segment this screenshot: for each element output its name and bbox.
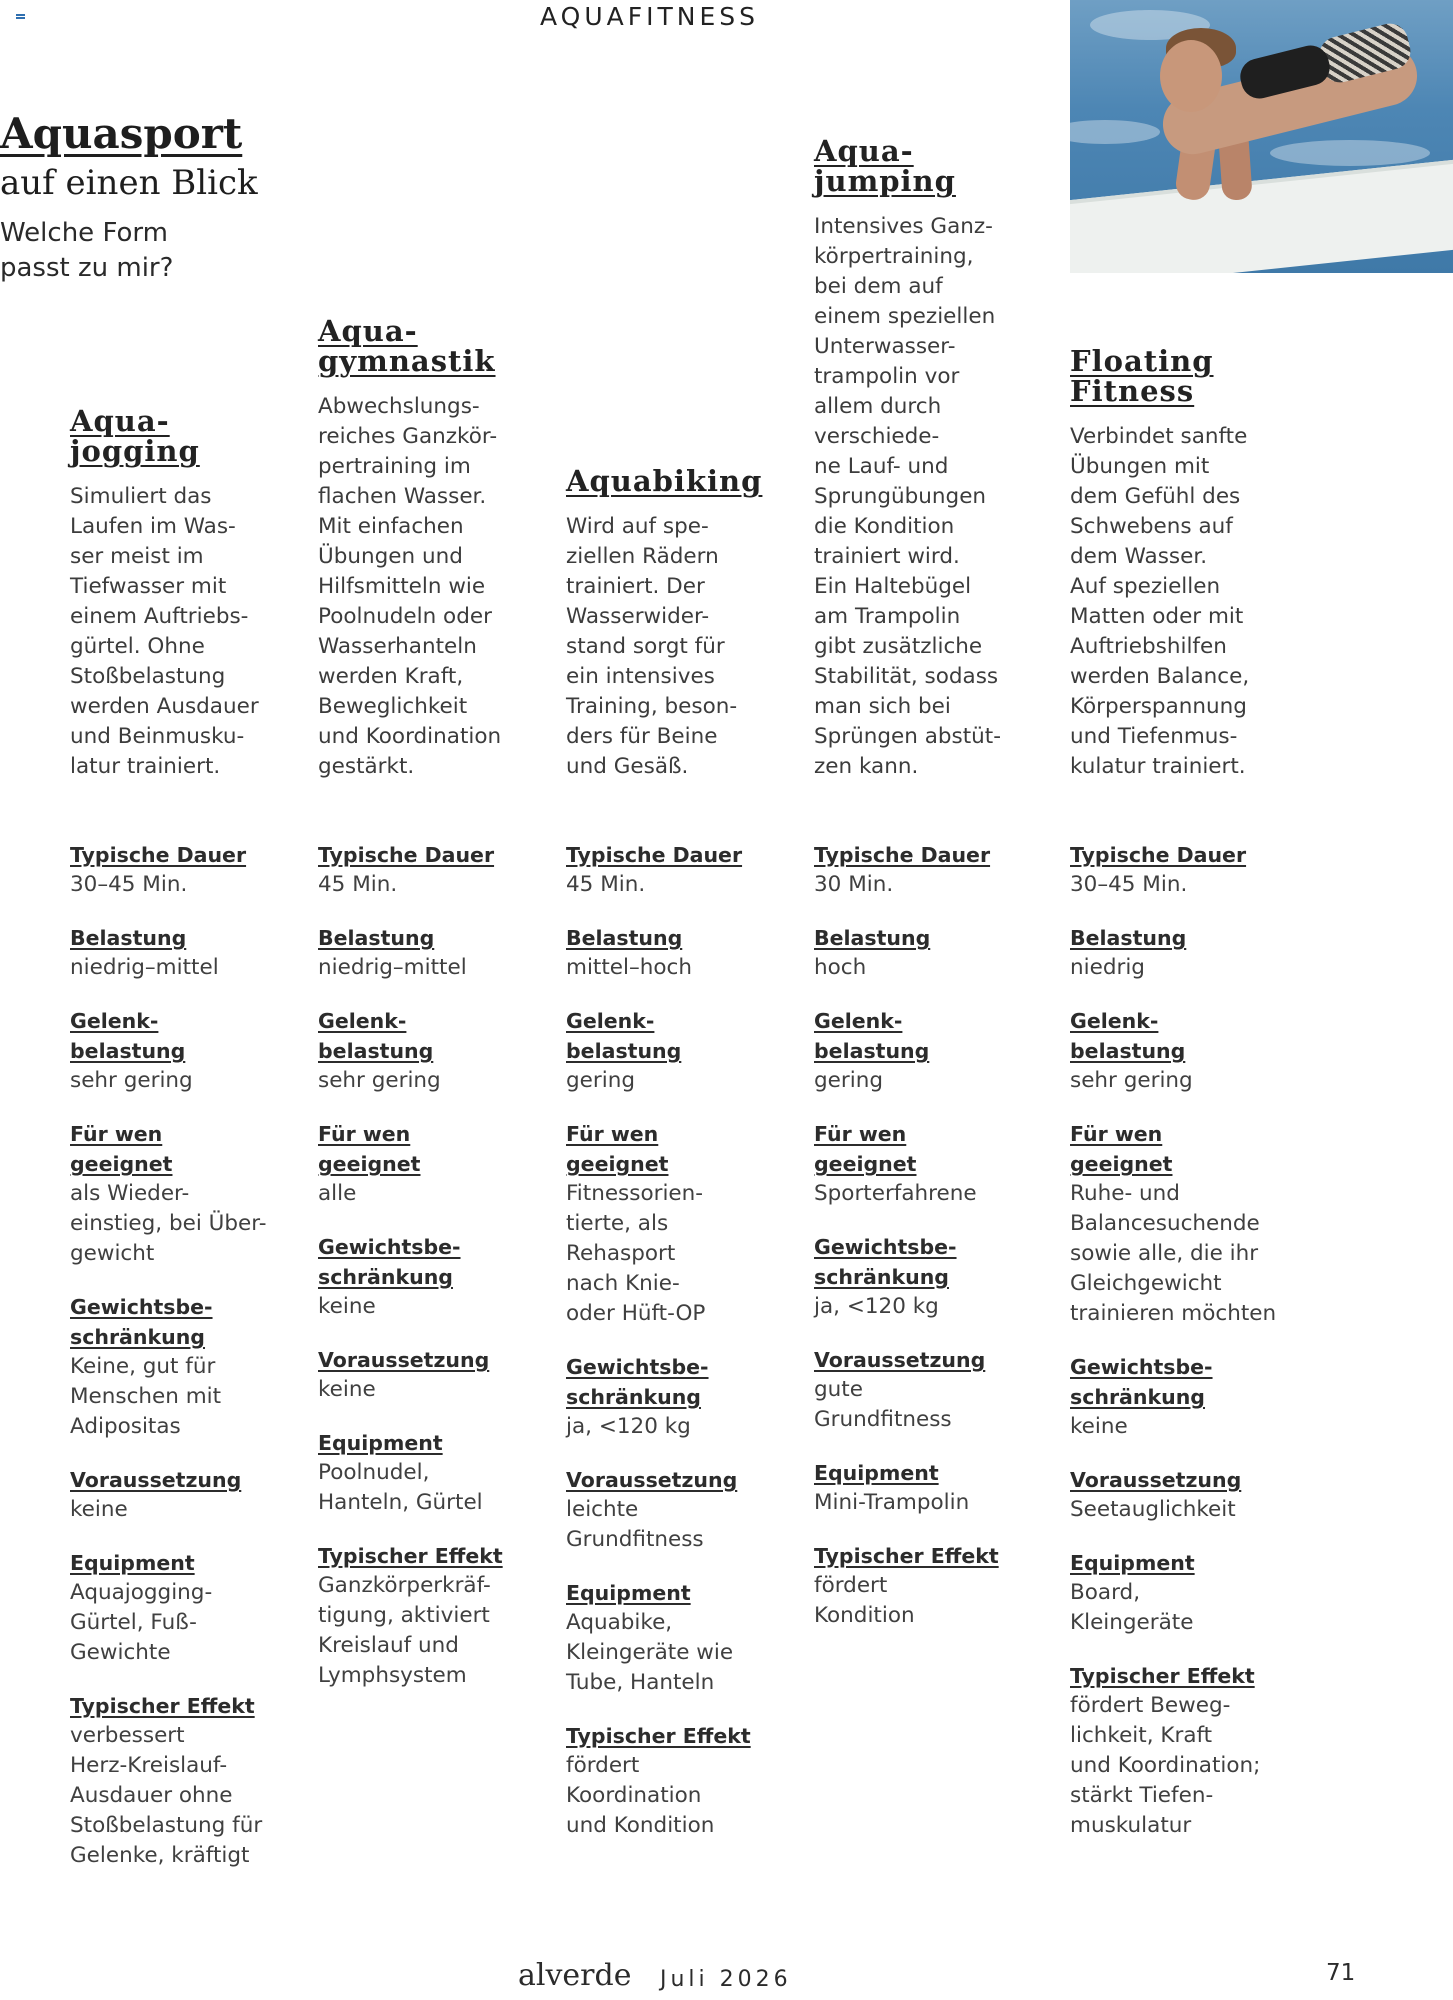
fact-item xyxy=(566,923,786,983)
fact-item xyxy=(318,923,538,983)
fact-label: Typischer Effekt xyxy=(1070,1664,1255,1688)
fact-label: Belastung xyxy=(1070,926,1187,950)
fact-label: Typische Dauer xyxy=(566,843,743,867)
column-aquajumping xyxy=(814,136,1034,782)
fact-item xyxy=(318,1428,538,1518)
fact-item xyxy=(814,923,1034,983)
fact-label: Typischer Effekt xyxy=(566,1724,751,1748)
fact-item xyxy=(814,840,1034,900)
fact-value: Sporterfahrene xyxy=(814,1181,977,1206)
fact-label: Für wen geeignet xyxy=(318,1122,421,1176)
fact-item xyxy=(814,1006,1034,1096)
page-number: 71 xyxy=(1326,1960,1356,1986)
fact-label: Typischer Effekt xyxy=(318,1544,503,1568)
facts-aquajogging xyxy=(70,840,290,1894)
fact-label: Gelenk- belastung xyxy=(566,1009,682,1063)
fact-value: 45 Min. xyxy=(566,872,646,897)
fact-label: Gewichtsbe- schränkung xyxy=(70,1295,213,1349)
fact-label: Equipment xyxy=(1070,1551,1195,1575)
fact-item xyxy=(1070,923,1290,983)
fact-value: Ganzkörperkräf- tigung, aktiviert Kreislauf und Lymphsystem xyxy=(318,1573,491,1688)
fact-label: Für wen geeignet xyxy=(1070,1122,1173,1176)
facts-aquajumping xyxy=(814,840,1034,1654)
fact-item xyxy=(1070,840,1290,900)
fact-value: gute Grundfitness xyxy=(814,1377,952,1432)
fact-value: niedrig–mittel xyxy=(318,955,467,980)
fact-item xyxy=(318,1006,538,1096)
menu-icon[interactable] xyxy=(16,14,25,22)
fact-item xyxy=(318,1541,538,1691)
fact-value: gering xyxy=(566,1068,635,1093)
column-title: Floating Fitness xyxy=(1070,344,1214,408)
fact-item xyxy=(566,1721,786,1841)
fact-item xyxy=(1070,1352,1290,1442)
fact-value: niedrig xyxy=(1070,955,1145,980)
floating-fitness-photo xyxy=(1070,0,1453,273)
column-description: Intensives Ganz- körpertraining, bei dem auf einem speziellen Unterwasser- trampolin vor allem durch verschiede- ne Lauf- und Sprungübungen die Kondition trainiert wird. Ein Haltebügel am Trampolin gibt zusätzliche Stabilität, sodass man sich bei Sprüngen abstüt- zen kann. xyxy=(814,214,1001,779)
fact-label: Gelenk- belastung xyxy=(1070,1009,1186,1063)
fact-item xyxy=(70,923,290,983)
fact-value: leichte Grundfitness xyxy=(566,1497,704,1552)
column-title: Aqua- gymnastik xyxy=(318,314,496,378)
fact-item xyxy=(1070,1006,1290,1096)
fact-item xyxy=(814,1458,1034,1518)
fact-item xyxy=(318,1345,538,1405)
fact-value: niedrig–mittel xyxy=(70,955,219,980)
fact-label: Voraussetzung xyxy=(70,1468,242,1492)
fact-label: Typische Dauer xyxy=(814,843,991,867)
fact-label: Voraussetzung xyxy=(566,1468,738,1492)
fact-item xyxy=(70,1548,290,1668)
fact-value: verbessert Herz-Kreislauf- Ausdauer ohne Stoßbelastung für Gelenke, kräftigt xyxy=(70,1723,263,1868)
fact-value: keine xyxy=(318,1377,376,1402)
fact-label: Voraussetzung xyxy=(814,1348,986,1372)
fact-label: Gelenk- belastung xyxy=(70,1009,186,1063)
fact-label: Equipment xyxy=(814,1461,939,1485)
fact-value: Board, Kleingeräte xyxy=(1070,1580,1194,1635)
fact-label: Typische Dauer xyxy=(70,843,247,867)
facts-floating-fitness xyxy=(1070,840,1290,1864)
fact-label: Gewichtsbe- schränkung xyxy=(318,1235,461,1289)
headline-question: Welche Form passt zu mir? xyxy=(0,218,174,283)
fact-item xyxy=(814,1119,1034,1209)
fact-label: Typische Dauer xyxy=(1070,843,1247,867)
fact-value: sehr gering xyxy=(1070,1068,1193,1093)
column-title: Aqua- jumping xyxy=(814,134,956,198)
fact-label: Voraussetzung xyxy=(1070,1468,1242,1492)
column-description: Verbindet sanfte Übungen mit dem Gefühl des Schwebens auf dem Wasser. Auf speziellen Matten oder mit Auftriebshilfen werden Balance, Körperspannung und Tiefenmus- kulatur trainiert. xyxy=(1070,424,1250,779)
fact-item xyxy=(70,1691,290,1871)
fact-label: Equipment xyxy=(566,1581,691,1605)
fact-label: Gewichtsbe- schränkung xyxy=(814,1235,957,1289)
fact-item xyxy=(318,1232,538,1322)
fact-value: Aquabike, Kleingeräte wie Tube, Hanteln xyxy=(566,1610,734,1695)
issue-date: Juli 2026 xyxy=(660,1967,792,1992)
fact-value: sehr gering xyxy=(70,1068,193,1093)
fact-value: ja, <120 kg xyxy=(814,1294,939,1319)
fact-value: 45 Min. xyxy=(318,872,398,897)
page-headline xyxy=(0,108,258,286)
column-description: Abwechslungs- reiches Ganzkör- pertraining im flachen Wasser. Mit einfachen Übungen und Hilfsmitteln wie Poolnudeln oder Wasserhanteln werden Kraft, Beweglichkeit und Koordination gestärkt. xyxy=(318,394,502,779)
fact-value: fördert Koordination und Kondition xyxy=(566,1753,715,1838)
fact-label: Gelenk- belastung xyxy=(814,1009,930,1063)
fact-value: Seetauglichkeit xyxy=(1070,1497,1236,1522)
fact-label: Equipment xyxy=(70,1551,195,1575)
fact-item xyxy=(566,1006,786,1096)
fact-value: als Wieder- einstieg, bei Über- gewicht xyxy=(70,1181,267,1266)
fact-item xyxy=(318,1119,538,1209)
column-description: Wird auf spe- ziellen Rädern trainiert. Der Wasserwider- stand sorgt für ein intensives Training, beson- ders für Beine und Gesäß. xyxy=(566,514,738,779)
fact-item xyxy=(566,1465,786,1555)
fact-item xyxy=(70,1292,290,1442)
fact-value: Aquajogging- Gürtel, Fuß- Gewichte xyxy=(70,1580,213,1665)
fact-label: Für wen geeignet xyxy=(814,1122,917,1176)
fact-item xyxy=(70,1119,290,1269)
fact-label: Gewichtsbe- schränkung xyxy=(1070,1355,1213,1409)
fact-item xyxy=(70,1465,290,1525)
brand-logo: alverde xyxy=(518,1958,632,1993)
column-aquajogging xyxy=(70,406,290,782)
fact-value: keine xyxy=(70,1497,128,1522)
fact-value: fördert Kondition xyxy=(814,1573,915,1628)
column-description: Simuliert das Laufen im Was- ser meist im Tiefwasser mit einem Auftriebs- gürtel. Ohne Stoßbelastung werden Ausdauer und Beinmusku- latur trainiert. xyxy=(70,484,259,779)
fact-label: Belastung xyxy=(566,926,683,950)
fact-item xyxy=(566,840,786,900)
fact-label: Für wen geeignet xyxy=(70,1122,173,1176)
headline-title: Aquasport xyxy=(0,109,243,158)
fact-value: 30–45 Min. xyxy=(1070,872,1188,897)
fact-label: Belastung xyxy=(70,926,187,950)
column-title: Aquabiking xyxy=(566,464,763,498)
fact-label: Typische Dauer xyxy=(318,843,495,867)
fact-label: Equipment xyxy=(318,1431,443,1455)
fact-label: Voraussetzung xyxy=(318,1348,490,1372)
fact-item xyxy=(566,1578,786,1698)
fact-value: hoch xyxy=(814,955,867,980)
fact-value: 30–45 Min. xyxy=(70,872,188,897)
column-floating-fitness xyxy=(1070,346,1290,782)
fact-value: mittel–hoch xyxy=(566,955,692,980)
fact-value: keine xyxy=(1070,1414,1128,1439)
fact-item xyxy=(1070,1465,1290,1525)
fact-label: Belastung xyxy=(814,926,931,950)
fact-value: 30 Min. xyxy=(814,872,894,897)
column-aquagymnastik xyxy=(318,316,538,782)
column-aquabiking xyxy=(566,466,786,782)
fact-value: Mini-Trampolin xyxy=(814,1490,970,1515)
fact-item xyxy=(814,1232,1034,1322)
headline-subtitle: auf einen Blick xyxy=(0,163,258,203)
fact-label: Gelenk- belastung xyxy=(318,1009,434,1063)
facts-aquagymnastik xyxy=(318,840,538,1714)
section-title: AQUAFITNESS xyxy=(540,2,759,31)
fact-value: gering xyxy=(814,1068,883,1093)
fact-label: Gewichtsbe- schränkung xyxy=(566,1355,709,1409)
fact-item xyxy=(70,1006,290,1096)
fact-value: alle xyxy=(318,1181,357,1206)
fact-value: Keine, gut für Menschen mit Adipositas xyxy=(70,1354,222,1439)
fact-value: Fitnessorien- tierte, als Rehasport nach Knie- oder Hüft-OP xyxy=(566,1181,706,1326)
fact-label: Belastung xyxy=(318,926,435,950)
fact-label: Für wen geeignet xyxy=(566,1122,669,1176)
fact-value: ja, <120 kg xyxy=(566,1414,691,1439)
fact-item xyxy=(566,1119,786,1329)
fact-item xyxy=(318,840,538,900)
fact-value: sehr gering xyxy=(318,1068,441,1093)
fact-item xyxy=(70,840,290,900)
fact-label: Typischer Effekt xyxy=(814,1544,999,1568)
fact-value: fördert Beweg- lichkeit, Kraft und Koordination; stärkt Tiefen- muskulatur xyxy=(1070,1693,1261,1838)
fact-value: Poolnudel, Hanteln, Gürtel xyxy=(318,1460,483,1515)
facts-aquabiking xyxy=(566,840,786,1864)
fact-item xyxy=(814,1345,1034,1435)
fact-item xyxy=(566,1352,786,1442)
fact-item xyxy=(1070,1661,1290,1841)
fact-value: keine xyxy=(318,1294,376,1319)
fact-label: Typischer Effekt xyxy=(70,1694,255,1718)
column-title: Aqua- jogging xyxy=(70,404,200,468)
fact-value: Ruhe- und Balancesuchende sowie alle, die ihr Gleichgewicht trainieren möchten xyxy=(1070,1181,1277,1326)
fact-item xyxy=(1070,1119,1290,1329)
fact-item xyxy=(1070,1548,1290,1638)
fact-item xyxy=(814,1541,1034,1631)
